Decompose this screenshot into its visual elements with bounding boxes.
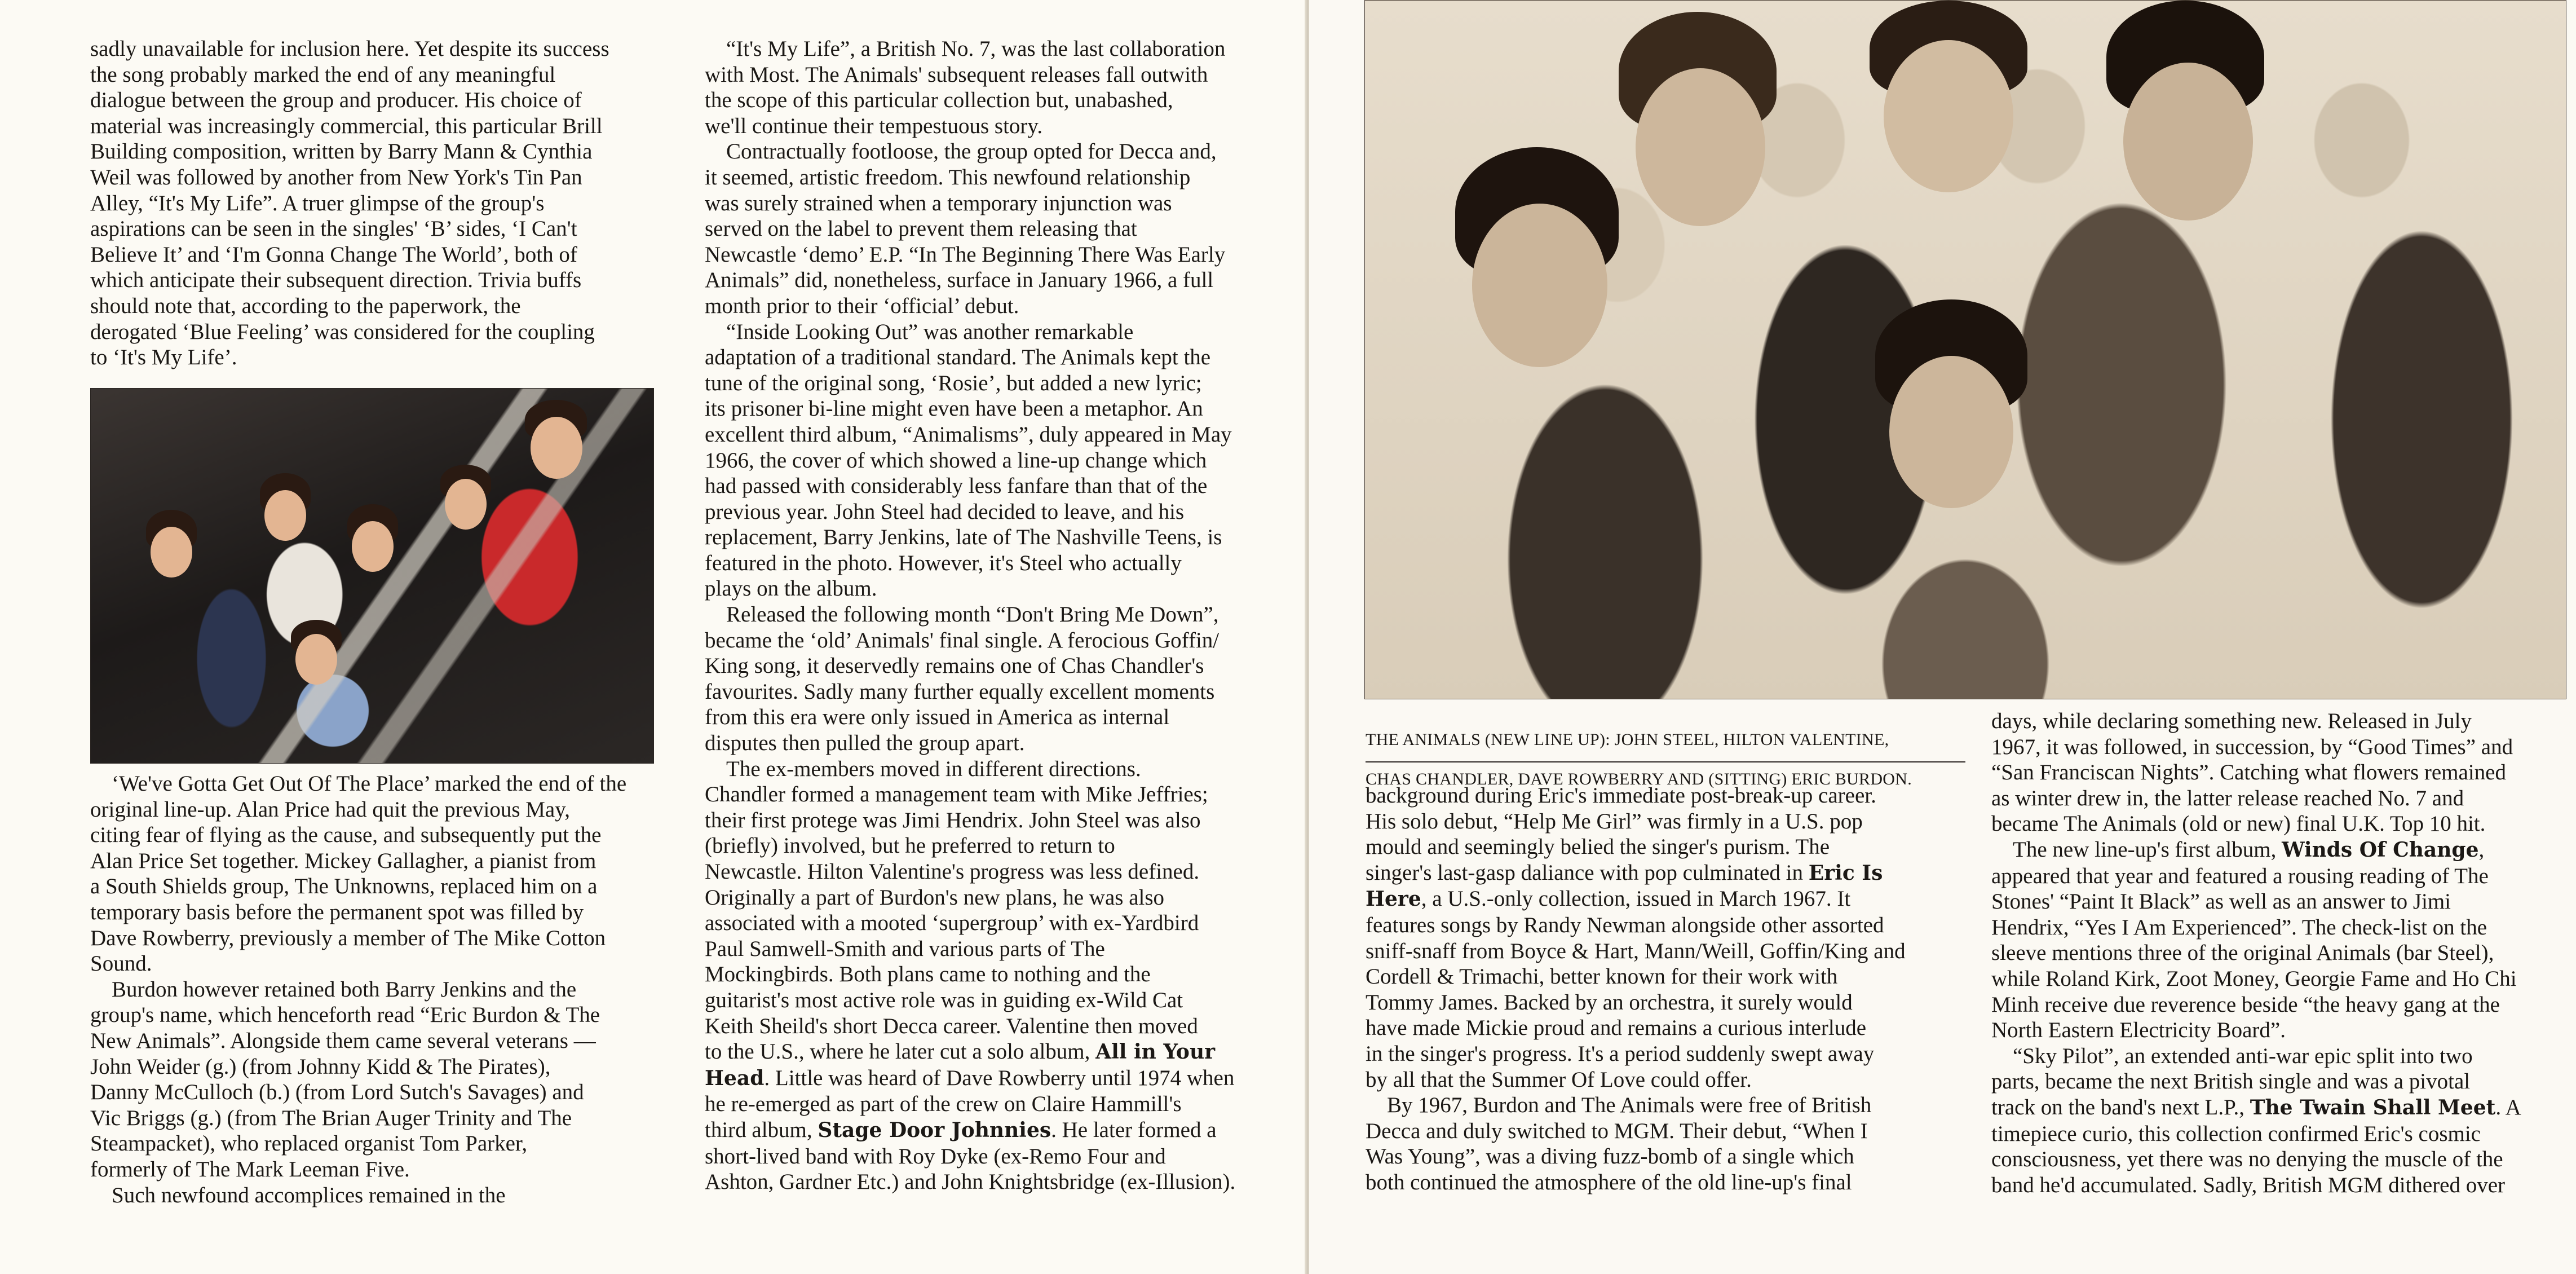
text-line bbox=[705, 165, 1302, 191]
text-line bbox=[1991, 1043, 2572, 1069]
text-line bbox=[705, 396, 1302, 422]
text-line bbox=[90, 925, 682, 951]
line-text: Originally a part of Burdon's new plans, he was also bbox=[705, 885, 1165, 910]
text-line bbox=[705, 962, 1302, 988]
line-text: Ashton, Gardner Etc.) and John Knightsbridge (ex-Illusion). bbox=[705, 1170, 1236, 1194]
text-line bbox=[1366, 1015, 1974, 1041]
bold-title: Winds Of Change bbox=[2282, 837, 2479, 862]
text-line bbox=[1366, 912, 1974, 938]
text-line bbox=[1991, 1069, 2572, 1095]
line-text: Contractually footloose, the group opted for Decca and, bbox=[726, 139, 1217, 164]
line-text: was surely strained when a temporary injunction was bbox=[705, 191, 1172, 215]
line-text: Hendrix, “Yes I Am Experienced”. The check-list on the bbox=[1991, 915, 2487, 940]
line-text: Animals” did, nonetheless, surface in January 1966, a full bbox=[705, 268, 1214, 293]
text-line bbox=[705, 704, 1302, 730]
line-text: excellent third album, “Animalisms”, duly appeared in May bbox=[705, 422, 1232, 447]
text-line bbox=[90, 87, 660, 113]
line-text: short-lived band with Roy Dyke (ex-Remo Four and bbox=[705, 1144, 1166, 1169]
text-line bbox=[705, 242, 1302, 268]
text-line bbox=[90, 1002, 682, 1028]
text-line bbox=[705, 628, 1302, 654]
line-text: Danny McCulloch (b.) (from Lord Sutch's Savages) and bbox=[90, 1080, 584, 1105]
line-text: dialogue between the group and producer. His choice of bbox=[90, 88, 582, 113]
line-text: “Sky Pilot”, an extended anti-war epic split into two bbox=[2013, 1043, 2473, 1068]
text-line bbox=[90, 139, 660, 165]
line-text: Sound. bbox=[90, 951, 152, 976]
text-line bbox=[705, 139, 1302, 165]
text-line bbox=[1991, 1121, 2572, 1147]
text-line bbox=[705, 1065, 1302, 1092]
line-text: Weil was followed by another from New York's Tin Pan bbox=[90, 165, 582, 189]
line-text: 1967, it was followed, in succession, by “Good Times” and bbox=[1991, 734, 2513, 759]
line-text: days, while declaring something new. Released in July bbox=[1991, 709, 2472, 733]
right-page bbox=[1309, 0, 2576, 1274]
text-line bbox=[90, 113, 660, 139]
line-text: Newcastle. Hilton Valentine's progress was less defined. bbox=[705, 859, 1200, 884]
line-text: The ex-members moved in different directions. bbox=[726, 756, 1141, 781]
text-line bbox=[705, 473, 1302, 499]
text-line bbox=[90, 62, 660, 88]
line-text: Steampacket), who replaced organist Tom Parker, bbox=[90, 1131, 528, 1156]
text-line bbox=[1366, 990, 1974, 1016]
text-line bbox=[1991, 811, 2572, 837]
text-line bbox=[705, 36, 1302, 62]
column-3 bbox=[1366, 783, 1974, 1196]
line-text: Mockingbirds. Both plans came to nothing and the bbox=[705, 962, 1151, 987]
line-text: in the singer's progress. It's a period suddenly swept away bbox=[1366, 1041, 1875, 1066]
text-line bbox=[705, 448, 1302, 474]
line-text: 1966, the cover of which showed a line-up change which bbox=[705, 448, 1207, 473]
line-text: band he'd accumulated. Sadly, British MGM dithered over bbox=[1991, 1172, 2506, 1197]
text-line bbox=[90, 1105, 682, 1131]
text-line bbox=[705, 1144, 1302, 1170]
line-text: a South Shields group, The Unknowns, replaced him on a bbox=[90, 874, 598, 899]
text-line bbox=[1366, 834, 1974, 860]
text-line bbox=[90, 267, 660, 293]
text-line bbox=[1366, 729, 1986, 751]
text-line bbox=[705, 1039, 1302, 1065]
text-line bbox=[705, 345, 1302, 371]
text-line bbox=[705, 499, 1302, 525]
line-text: sleeve mentions three of the original Animals (bar Steel), bbox=[1991, 941, 2494, 966]
line-text: by all that the Summer Of Love could offer. bbox=[1366, 1067, 1752, 1092]
line-text: King song, it deservedly remains one of Chas Chandler's bbox=[705, 654, 1204, 678]
text-line bbox=[1366, 860, 1974, 887]
line-text: sniff-snaff from Boyce & Hart, Mann/Weill, Goffin/King and bbox=[1366, 938, 1906, 963]
column-2 bbox=[705, 36, 1302, 1195]
text-line bbox=[90, 1183, 682, 1209]
line-text: John Weider (g.) (from Johnny Kidd & The Pirates), bbox=[90, 1054, 551, 1079]
line-text-after: . He later formed a bbox=[1051, 1117, 1217, 1142]
text-line bbox=[705, 113, 1302, 139]
line-text: material was increasingly commercial, this particular Brill bbox=[90, 113, 603, 138]
line-text: favourites. Sadly many further equally excellent moments bbox=[705, 679, 1215, 704]
line-text: track on the band's next L.P., bbox=[1991, 1095, 2250, 1119]
text-line bbox=[705, 808, 1302, 834]
text-line bbox=[1991, 734, 2572, 760]
text-line bbox=[1991, 889, 2572, 915]
line-text: third album, bbox=[705, 1117, 818, 1142]
bold-title: Here bbox=[1366, 887, 1421, 911]
line-text: His solo debut, “Help Me Girl” was firmly in a U.S. pop bbox=[1366, 809, 1863, 834]
text-line bbox=[705, 524, 1302, 550]
text-line bbox=[1991, 1017, 2572, 1043]
text-line bbox=[705, 1091, 1302, 1117]
text-line bbox=[1991, 708, 2572, 734]
text-line bbox=[1366, 964, 1974, 990]
line-text-after: , bbox=[2478, 837, 2485, 862]
line-text: features songs by Randy Newman alongside other assorted bbox=[1366, 912, 1884, 937]
text-line bbox=[90, 951, 682, 977]
text-line bbox=[90, 216, 660, 242]
bold-title: Stage Door Johnnies bbox=[818, 1118, 1051, 1142]
text-line bbox=[705, 833, 1302, 859]
line-text: should note that, according to the paperwork, the bbox=[90, 293, 521, 318]
text-line bbox=[90, 900, 682, 925]
line-text: had passed with considerably less fanfare than that of the bbox=[705, 474, 1208, 499]
text-line bbox=[1991, 863, 2572, 889]
line-text: derogated ‘Blue Feeling’ was considered for the coupling bbox=[90, 319, 595, 344]
text-line bbox=[705, 988, 1302, 1013]
text-line bbox=[90, 848, 682, 874]
line-text: Minh receive due reverence beside “the heavy gang at the bbox=[1991, 992, 2500, 1017]
text-line bbox=[705, 885, 1302, 911]
text-line bbox=[705, 191, 1302, 217]
text-line bbox=[1991, 940, 2572, 966]
text-line bbox=[705, 756, 1302, 782]
line-text: with Most. The Animals' subsequent releases fall outwith bbox=[705, 62, 1208, 87]
line-text-after: . Little was heard of Dave Rowberry until 1974 when bbox=[764, 1065, 1235, 1090]
text-line bbox=[705, 62, 1302, 88]
line-text: Was Young”, was a diving fuzz-bomb of a single which bbox=[1366, 1144, 1854, 1169]
text-line bbox=[705, 910, 1302, 936]
line-text: guitarist's most active role was in guiding ex-Wild Cat bbox=[705, 988, 1183, 1012]
text-line bbox=[90, 874, 682, 900]
line-text: Burdon however retained both Barry Jenkins and the bbox=[112, 977, 577, 1002]
text-line bbox=[90, 242, 660, 268]
text-line bbox=[90, 822, 682, 848]
bold-title: Head bbox=[705, 1066, 765, 1090]
line-text: Such newfound accomplices remained in the bbox=[112, 1183, 506, 1207]
text-line bbox=[1991, 760, 2572, 786]
column-1-bottom bbox=[90, 771, 682, 1208]
text-line bbox=[705, 371, 1302, 396]
text-line bbox=[705, 1117, 1302, 1144]
line-text: Released the following month “Don't Bring Me Down”, bbox=[726, 602, 1219, 627]
text-line bbox=[705, 679, 1302, 705]
line-text: citing fear of flying as the cause, and subsequently put the bbox=[90, 823, 602, 848]
line-text: North Eastern Electricity Board”. bbox=[1991, 1018, 2286, 1043]
line-text: Cordell & Trimachi, better known for their work with bbox=[1366, 964, 1838, 989]
line-text-after: , a U.S.-only collection, issued in March 1967. It bbox=[1421, 887, 1851, 911]
line-text: tune of the original song, ‘Rosie’, but added a new lyric; bbox=[705, 371, 1202, 395]
line-text: Vic Briggs (g.) (from The Brian Auger Trinity and The bbox=[90, 1105, 572, 1130]
line-text: associated with a mooted ‘supergroup’ with ex-Yardbird bbox=[705, 911, 1199, 936]
line-text: sadly unavailable for inclusion here. Yet despite its success bbox=[90, 37, 609, 61]
line-text: aspirations can be seen in the singles' ‘B’ sides, ‘I Can't bbox=[90, 217, 577, 241]
text-line bbox=[705, 730, 1302, 756]
line-text: served on the label to prevent them releasing that bbox=[705, 217, 1137, 241]
text-line bbox=[1366, 1067, 1974, 1093]
text-line bbox=[1366, 783, 1974, 809]
line-text: Paul Samwell-Smith and various parts of The bbox=[705, 936, 1105, 961]
line-text: both continued the atmosphere of the old line-up's final bbox=[1366, 1170, 1852, 1194]
text-line bbox=[1366, 1041, 1974, 1067]
line-text: to the U.S., where he later cut a solo album, bbox=[705, 1039, 1096, 1064]
text-line bbox=[705, 1169, 1302, 1195]
line-text: month prior to their ‘official’ debut. bbox=[705, 293, 1019, 318]
bold-title: Eric Is bbox=[1808, 861, 1883, 885]
line-text: replacement, Barry Jenkins, late of The Nashville Teens, is bbox=[705, 525, 1222, 550]
text-line bbox=[90, 1131, 682, 1157]
text-line bbox=[90, 797, 682, 823]
text-line bbox=[90, 1079, 682, 1105]
line-text: THE ANIMALS (NEW LINE UP): JOHN STEEL, HILTON VALENTINE, bbox=[1366, 730, 1889, 749]
text-line bbox=[90, 293, 660, 319]
line-text: its prisoner bi-line might even have been a metaphor. An bbox=[705, 396, 1203, 421]
line-text: Alley, “It's My Life”. A truer glimpse of the group's bbox=[90, 191, 545, 215]
line-text: Stones' “Paint It Black” as well as an answer to Jimi bbox=[1991, 889, 2451, 914]
band-photo-small bbox=[90, 388, 654, 764]
line-text: singer's last-gasp daliance with pop culminated in bbox=[1366, 860, 1809, 885]
text-line bbox=[1991, 992, 2572, 1018]
line-text: consciousness, yet there was no denying the muscle of the bbox=[1991, 1147, 2503, 1172]
line-text: parts, became the next British single and was a pivotal bbox=[1991, 1069, 2471, 1094]
line-text: “It's My Life”, a British No. 7, was the last collaboration bbox=[726, 37, 1226, 61]
text-line bbox=[90, 977, 682, 1003]
text-line bbox=[705, 859, 1302, 885]
text-line bbox=[705, 576, 1302, 602]
line-text: The new line-up's first album, bbox=[2013, 837, 2282, 862]
line-text: Keith Sheild's short Decca career. Valentine then moved bbox=[705, 1013, 1198, 1038]
line-text: Chandler formed a management team with Mike Jeffries; bbox=[705, 782, 1208, 807]
line-text: the scope of this particular collection but, unabashed, bbox=[705, 88, 1173, 113]
bold-title: All in Your bbox=[1095, 1040, 1216, 1064]
line-text: mould and seemingly belied the singer's purism. The bbox=[1366, 835, 1830, 859]
line-text: which anticipate their subsequent direction. Trivia buffs bbox=[90, 268, 582, 293]
line-text: background during Eric's immediate post-break-up career. bbox=[1366, 783, 1876, 808]
line-text: (briefly) involved, but he preferred to return to bbox=[705, 834, 1115, 858]
line-text-after: . A bbox=[2495, 1095, 2521, 1119]
text-line bbox=[705, 267, 1302, 293]
text-line bbox=[705, 936, 1302, 962]
text-line bbox=[1991, 1095, 2572, 1121]
line-text: Believe It’ and ‘I'm Gonna Change The World’, both of bbox=[90, 242, 577, 267]
text-line bbox=[705, 216, 1302, 242]
text-line bbox=[705, 550, 1302, 576]
line-text: adaptation of a traditional standard. The Animals kept the bbox=[705, 345, 1211, 370]
band-photo-large bbox=[1364, 0, 2566, 699]
line-text: Tommy James. Backed by an orchestra, it surely would bbox=[1366, 990, 1853, 1015]
line-text: formerly of The Mark Leeman Five. bbox=[90, 1157, 410, 1182]
text-line bbox=[90, 36, 660, 62]
line-text: appeared that year and featured a rousing reading of The bbox=[1991, 863, 2489, 888]
line-text: disputes then pulled the group apart. bbox=[705, 731, 1025, 756]
text-line bbox=[1991, 915, 2572, 941]
line-text: their first protege was Jimi Hendrix. John Steel was also bbox=[705, 808, 1201, 832]
text-line bbox=[1366, 886, 1974, 912]
text-line bbox=[1366, 1144, 1974, 1170]
text-line bbox=[90, 319, 660, 345]
line-text: the song probably marked the end of any meaningful bbox=[90, 62, 556, 87]
line-text: Dave Rowberry, previously a member of The Mike Cotton bbox=[90, 925, 606, 950]
line-text: New Animals”. Alongside them came several veterans — bbox=[90, 1028, 596, 1053]
text-line bbox=[705, 1013, 1302, 1039]
caption-rule bbox=[1366, 761, 1965, 762]
line-text: as winter drew in, the latter release reached No. 7 and bbox=[1991, 786, 2464, 810]
text-line bbox=[1366, 938, 1974, 964]
line-text: while Roland Kirk, Zoot Money, Georgie Fame and Ho Chi bbox=[1991, 966, 2517, 991]
line-text: plays on the album. bbox=[705, 576, 877, 601]
text-line bbox=[1366, 1092, 1974, 1118]
line-text: he re-emerged as part of the crew on Claire Hammill's bbox=[705, 1092, 1182, 1117]
text-line bbox=[1991, 1147, 2572, 1172]
line-text: By 1967, Burdon and The Animals were free of British bbox=[1387, 1093, 1872, 1118]
line-text: it seemed, artistic freedom. This newfound relationship bbox=[705, 165, 1191, 189]
line-text: “Inside Looking Out” was another remarkable bbox=[726, 319, 1134, 344]
line-text: “San Franciscan Nights”. Catching what flowers remained bbox=[1991, 760, 2506, 785]
line-text: temporary basis before the permanent spot was filled by bbox=[90, 900, 584, 924]
line-text: have made Mickie proud and remains a curious interlude bbox=[1366, 1016, 1867, 1041]
text-line bbox=[1991, 966, 2572, 992]
column-4 bbox=[1991, 708, 2572, 1198]
line-text: from this era were only issued in America as internal bbox=[705, 705, 1170, 730]
text-line bbox=[705, 602, 1302, 628]
text-line bbox=[90, 1028, 682, 1054]
text-line bbox=[90, 1157, 682, 1183]
text-line bbox=[90, 165, 660, 191]
line-text: Alan Price Set together. Mickey Gallagher, a pianist from bbox=[90, 848, 596, 873]
text-line bbox=[1366, 809, 1974, 835]
line-text: previous year. John Steel had decided to leave, and his bbox=[705, 499, 1185, 524]
text-line bbox=[705, 293, 1302, 319]
text-line bbox=[90, 191, 660, 217]
text-line bbox=[705, 319, 1302, 345]
line-text: Building composition, written by Barry Mann & Cynthia bbox=[90, 139, 593, 164]
text-line bbox=[1991, 837, 2572, 863]
line-text: timepiece curio, this collection confirmed Eric's cosmic bbox=[1991, 1121, 2481, 1146]
line-text: ‘We've Gotta Get Out Of The Place’ marked the end of the bbox=[112, 772, 627, 796]
text-line bbox=[1991, 786, 2572, 812]
text-line bbox=[90, 1054, 682, 1080]
text-line bbox=[705, 782, 1302, 808]
line-text: we'll continue their tempestuous story. bbox=[705, 113, 1043, 138]
line-text: Decca and duly switched to MGM. Their debut, “When I bbox=[1366, 1118, 1868, 1143]
text-line bbox=[90, 771, 682, 797]
text-line bbox=[90, 345, 660, 371]
line-text: original line-up. Alan Price had quit the previous May, bbox=[90, 797, 570, 822]
line-text: group's name, which henceforth read “Eric Burdon & The bbox=[90, 1003, 600, 1028]
bold-title: The Twain Shall Meet bbox=[2250, 1095, 2496, 1119]
line-text: CHAS CHANDLER, DAVE ROWBERRY AND (SITTING) ERIC BURDON. bbox=[1366, 770, 1912, 788]
line-text: to ‘It's My Life’. bbox=[90, 345, 237, 370]
text-line bbox=[705, 87, 1302, 113]
text-line bbox=[1991, 1172, 2572, 1198]
line-text: became The Animals (old or new) final U.K. Top 10 hit. bbox=[1991, 812, 2486, 836]
line-text: featured in the photo. However, it's Steel who actually bbox=[705, 550, 1182, 575]
column-1-top bbox=[90, 36, 660, 371]
line-text: Newcastle ‘demo’ E.P. “In The Beginning There Was Early bbox=[705, 242, 1226, 267]
text-line bbox=[1366, 1170, 1974, 1196]
line-text: became the ‘old’ Animals' final single. A ferocious Goffin/ bbox=[705, 628, 1219, 653]
text-line bbox=[705, 653, 1302, 679]
text-line bbox=[705, 422, 1302, 448]
text-line bbox=[1366, 1118, 1974, 1144]
